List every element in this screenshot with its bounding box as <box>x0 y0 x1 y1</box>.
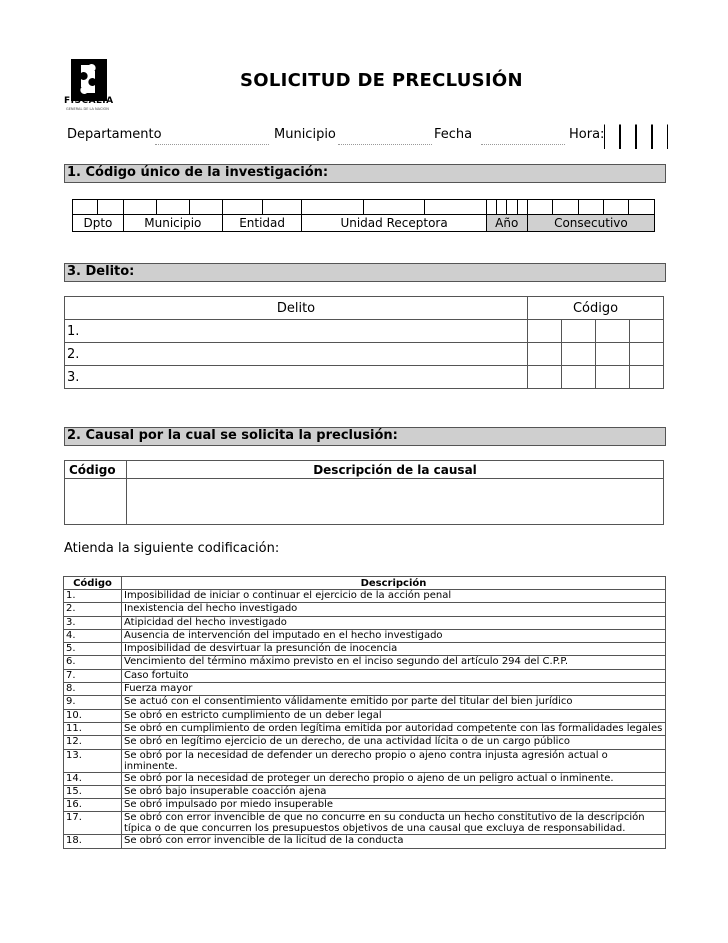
municipio-field[interactable] <box>338 144 432 145</box>
codigo-cell: 6. <box>64 656 122 669</box>
descripcion-cell: Se obró bajo insuperable coacción ajena <box>122 785 666 798</box>
descripcion-cell: Imposibilidad de iniciar o continuar el ejercicio de la acción penal <box>122 590 666 603</box>
codigo-unico-boxes <box>73 200 655 215</box>
digit-box[interactable] <box>629 200 655 215</box>
col-header-codigo: Código <box>64 577 122 590</box>
codigo-box[interactable] <box>596 366 630 389</box>
table-row <box>64 736 666 749</box>
col-header-descripcion: Descripción <box>122 577 666 590</box>
logo-text: FISCALIA <box>64 96 114 106</box>
codigo-box[interactable] <box>562 343 596 366</box>
codigo-cell: 15. <box>64 785 122 798</box>
table-row <box>64 812 666 835</box>
causal-table <box>64 460 664 525</box>
codigo-cell: 3. <box>64 616 122 629</box>
hora-digit-box[interactable] <box>620 124 636 149</box>
table-row <box>64 785 666 798</box>
codigo-cell: 18. <box>64 835 122 848</box>
delito-row <box>65 320 664 343</box>
digit-box[interactable] <box>496 200 506 215</box>
descripcion-cell: Se actuó con el consentimiento válidamente emitido por parte del titular del bien jurídico <box>122 696 666 709</box>
codigo-box[interactable] <box>562 366 596 389</box>
descripcion-cell: Vencimiento del término máximo previsto en el inciso segundo del artículo 294 del C.P.P. <box>122 656 666 669</box>
codigo-box[interactable] <box>630 366 664 389</box>
table-row <box>64 722 666 735</box>
hora-digit-box[interactable] <box>636 124 652 149</box>
table-row <box>64 603 666 616</box>
causal-codigo-field[interactable] <box>65 479 127 525</box>
delito-row <box>65 343 664 366</box>
codigo-cell: 2. <box>64 603 122 616</box>
table-row <box>64 772 666 785</box>
digit-box[interactable] <box>517 200 527 215</box>
section3-title: 3. Delito: <box>67 264 135 279</box>
table-row <box>64 656 666 669</box>
codigo-box[interactable] <box>562 320 596 343</box>
descripcion-cell: Caso fortuito <box>122 669 666 682</box>
hora-field[interactable] <box>604 124 668 148</box>
codificacion-intro: Atienda la siguiente codificación: <box>64 541 280 556</box>
label-dpto: Dpto <box>73 215 124 232</box>
digit-box[interactable] <box>123 200 156 215</box>
codigo-cell: 7. <box>64 669 122 682</box>
departamento-field[interactable] <box>155 144 269 145</box>
digit-box[interactable] <box>603 200 628 215</box>
col-header-codigo: Código <box>528 297 664 320</box>
table-row <box>64 696 666 709</box>
table-row <box>64 629 666 642</box>
table-row <box>64 749 666 772</box>
codigo-cell: 11. <box>64 722 122 735</box>
digit-box[interactable] <box>363 200 424 215</box>
codigo-box[interactable] <box>528 343 562 366</box>
descripcion-cell: Se obró en cumplimiento de orden legítima emitida por autoridad competente con las formalidades legales <box>122 722 666 735</box>
codigo-cell: 14. <box>64 772 122 785</box>
label-municipio: Municipio <box>123 215 222 232</box>
codigo-box[interactable] <box>596 320 630 343</box>
descripcion-cell: Se obró por la necesidad de defender un derecho propio o ajeno contra injusta agresión actual o inminente. <box>122 749 666 772</box>
codigo-cell: 12. <box>64 736 122 749</box>
fecha-field[interactable] <box>481 144 565 145</box>
digit-box[interactable] <box>73 200 98 215</box>
municipio-label: Municipio <box>274 127 336 142</box>
section2-title: 2. Causal por la cual se solicita la preclusión: <box>67 428 398 443</box>
codigo-cell: 1. <box>64 590 122 603</box>
label-entidad: Entidad <box>222 215 302 232</box>
col-header-descripcion: Descripción de la causal <box>127 461 664 479</box>
descripcion-cell: Se obró en estricto cumplimiento de un deber legal <box>122 709 666 722</box>
descripcion-cell: Se obró impulsado por miedo insuperable <box>122 799 666 812</box>
codigo-cell: 13. <box>64 749 122 772</box>
col-header-codigo: Código <box>65 461 127 479</box>
table-row <box>64 643 666 656</box>
descripcion-cell: Se obró por la necesidad de proteger un derecho propio o ajeno de un peligro actual o inminente. <box>122 772 666 785</box>
descripcion-cell: Ausencia de intervención del imputado en el hecho investigado <box>122 629 666 642</box>
digit-box[interactable] <box>578 200 603 215</box>
digit-box[interactable] <box>189 200 222 215</box>
codigo-cell: 5. <box>64 643 122 656</box>
digit-box[interactable] <box>527 200 552 215</box>
digit-box[interactable] <box>222 200 262 215</box>
label-unidad-receptora: Unidad Receptora <box>302 215 486 232</box>
departamento-label: Departamento <box>67 127 162 142</box>
delito-row-number[interactable]: 1. <box>65 320 528 343</box>
codigo-box[interactable] <box>630 343 664 366</box>
label-consecutivo: Consecutivo <box>527 215 654 232</box>
codigo-box[interactable] <box>528 366 562 389</box>
col-header-delito: Delito <box>65 297 528 320</box>
descripcion-cell: Imposibilidad de desvirtuar la presunción de inocencia <box>122 643 666 656</box>
codigo-cell: 9. <box>64 696 122 709</box>
table-row <box>64 709 666 722</box>
codigo-box[interactable] <box>596 343 630 366</box>
digit-box[interactable] <box>98 200 123 215</box>
fecha-label: Fecha <box>434 127 473 142</box>
codigo-cell: 17. <box>64 812 122 835</box>
hora-digit-box[interactable] <box>604 124 620 149</box>
delito-row-number[interactable]: 2. <box>65 343 528 366</box>
descripcion-cell: Atipicidad del hecho investigado <box>122 616 666 629</box>
table-row <box>64 616 666 629</box>
descripcion-cell: Fuerza mayor <box>122 683 666 696</box>
codigo-cell: 16. <box>64 799 122 812</box>
logo-subtext: GENERAL DE LA NACION <box>66 107 109 111</box>
table-row <box>64 590 666 603</box>
label-ano: Año <box>486 215 527 232</box>
descripcion-cell: Se obró con error invencible de la licitud de la conducta <box>122 835 666 848</box>
causal-descripcion-field[interactable] <box>127 479 664 525</box>
codigo-unico-table <box>72 199 655 232</box>
section1-title: 1. Código único de la investigación: <box>67 165 329 180</box>
descripcion-cell: Inexistencia del hecho investigado <box>122 603 666 616</box>
table-row <box>64 835 666 848</box>
descripcion-cell: Se obró en legítimo ejercicio de un derecho, de una actividad lícita o de un cargo público <box>122 736 666 749</box>
hora-digit-box[interactable] <box>652 124 668 149</box>
section3-header-bar <box>64 263 666 282</box>
codigo-cell: 4. <box>64 629 122 642</box>
codigo-cell: 8. <box>64 683 122 696</box>
table-row <box>64 683 666 696</box>
codigo-box[interactable] <box>528 320 562 343</box>
hora-label: Hora: <box>569 127 605 142</box>
digit-box[interactable] <box>302 200 363 215</box>
descripcion-cell: Se obró con error invencible de que no concurre en su conducta un hecho constitutivo de la descripción típica o de que concurren los presupuestos objetivos de una causal que excluya de responsabilidad. <box>122 812 666 835</box>
page-title: SOLICITUD DE PRECLUSIÓN <box>240 70 523 91</box>
codificacion-table <box>63 576 666 849</box>
digit-box[interactable] <box>507 200 517 215</box>
table-row <box>64 669 666 682</box>
digit-box[interactable] <box>156 200 189 215</box>
digit-box[interactable] <box>425 200 486 215</box>
codigo-cell: 10. <box>64 709 122 722</box>
digit-box[interactable] <box>553 200 578 215</box>
delito-row-number[interactable]: 3. <box>65 366 528 389</box>
codigo-box[interactable] <box>630 320 664 343</box>
digit-box[interactable] <box>486 200 496 215</box>
table-row <box>64 799 666 812</box>
digit-box[interactable] <box>262 200 302 215</box>
delito-row <box>65 366 664 389</box>
delito-table <box>64 296 664 389</box>
